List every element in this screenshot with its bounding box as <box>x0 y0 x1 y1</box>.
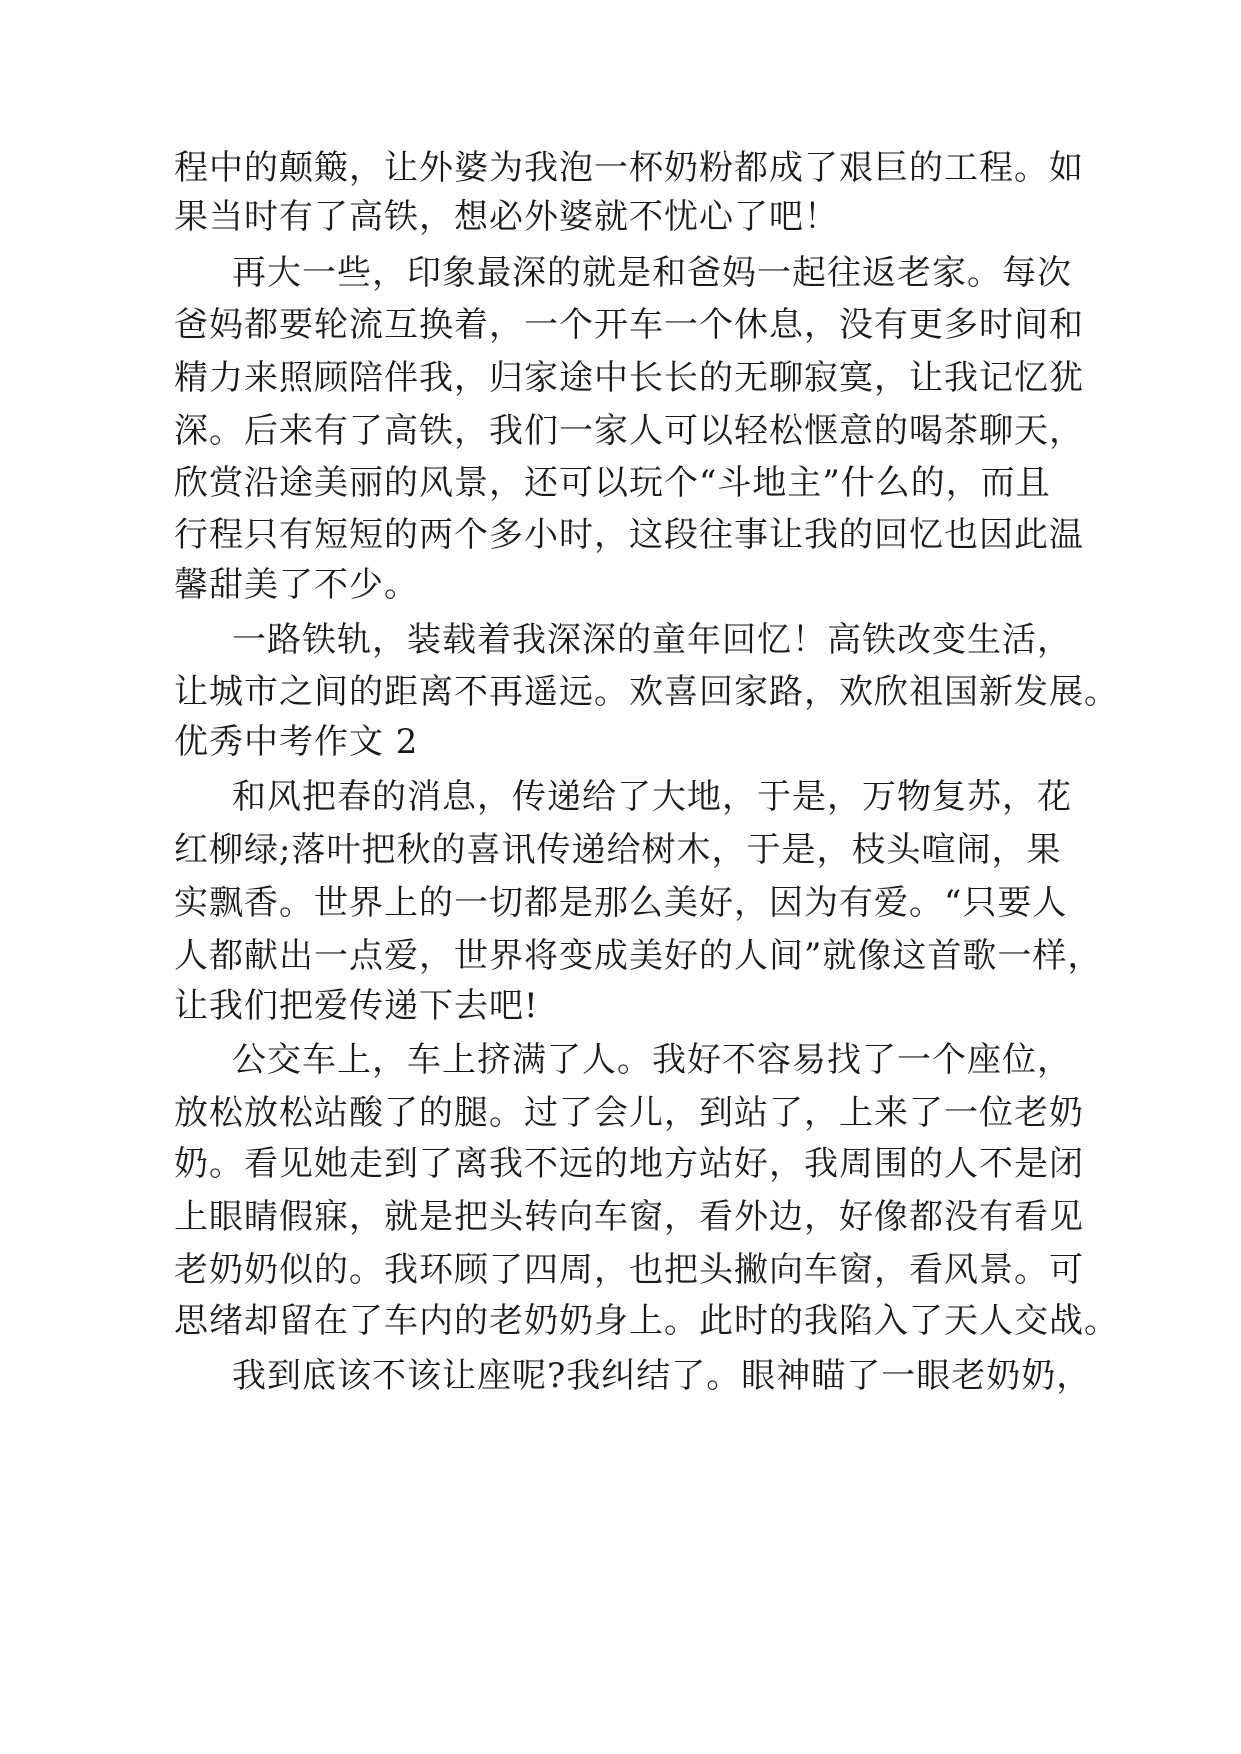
text-line: 欣赏沿途美丽的风景，还可以玩个“斗地主”什么的，而且 <box>174 463 1051 503</box>
text-line: 老奶奶似的。我环顾了四周，也把头撇向车窗，看风景。可 <box>174 1250 1084 1290</box>
text-line: 和风把春的消息，传递给了大地，于是，万物复苏，花 <box>232 777 1072 817</box>
text-line: 再大一些，印象最深的就是和爸妈一起往返老家。每次 <box>232 253 1072 293</box>
text-line: 人都献出一点爱，世界将变成美好的人间”就像这首歌一样， <box>174 936 1103 976</box>
text-line: 放松放松站酸了的腿。过了会儿，到站了，上来了一位老奶 <box>174 1093 1084 1133</box>
text-line: 程中的颠簸，让外婆为我泡一杯奶粉都成了艰巨的工程。如 <box>174 148 1084 188</box>
text-line: 果当时有了高铁，想必外婆就不忧心了吧！ <box>174 197 839 237</box>
text-line: 奶。看见她走到了离我不远的地方站好，我周围的人不是闭 <box>174 1144 1084 1184</box>
text-line: 上眼睛假寐，就是把头转向车窗，看外边，好像都没有看见 <box>174 1197 1084 1237</box>
text-line: 让我们把爱传递下去吧! <box>174 986 539 1026</box>
section-heading: 优秀中考作文 2 <box>174 722 419 762</box>
text-line: 馨甜美了不少。 <box>174 565 419 605</box>
text-line: 精力来照顾陪伴我，归家途中长长的无聊寂寞，让我记忆犹 <box>174 358 1084 398</box>
text-line: 实飘香。世界上的一切都是那么美好，因为有爱。“只要人 <box>174 883 1068 923</box>
text-line: 一路铁轨，装载着我深深的童年回忆！高铁改变生活， <box>232 620 1072 660</box>
text-line: 思绪却留在了车内的老奶奶身上。此时的我陷入了天人交战。 <box>174 1301 1119 1341</box>
text-line: 公交车上，车上挤满了人。我好不容易找了一个座位， <box>232 1040 1072 1080</box>
text-line: 行程只有短短的两个多小时，这段往事让我的回忆也因此温 <box>174 515 1084 555</box>
text-line: 爸妈都要轮流互换着，一个开车一个休息，没有更多时间和 <box>174 305 1084 345</box>
text-line: 红柳绿;落叶把秋的喜讯传递给树木，于是，枝头喧闹，果 <box>174 830 1062 870</box>
text-line: 深。后来有了高铁，我们一家人可以轻松惬意的喝茶聊天， <box>174 411 1084 451</box>
text-line: 我到底该不该让座呢?我纠结了。眼神瞄了一眼老奶奶， <box>232 1356 1092 1396</box>
text-line: 让城市之间的距离不再遥远。欢喜回家路，欢欣祖国新发展。 <box>174 672 1119 712</box>
